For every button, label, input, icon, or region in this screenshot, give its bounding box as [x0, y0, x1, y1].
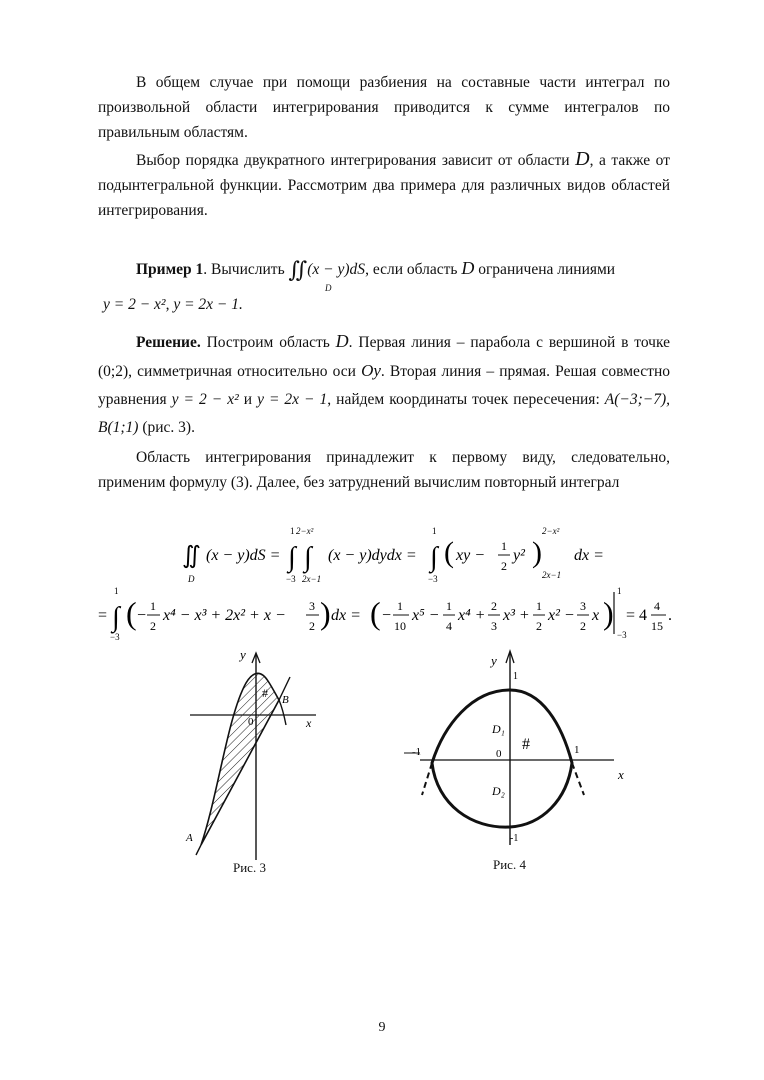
eq1-hi-eval: 2−x²	[542, 526, 560, 536]
solution-text-d: . Вторая линия – прямая. Решая совместно уравнения	[98, 363, 670, 408]
eq2-f7n: 3	[580, 599, 586, 613]
figure-3	[168, 645, 328, 865]
eq1-lo2: 2x−1	[302, 574, 322, 584]
paragraph-order-text-b: , а также от подынтегральной функции. Рассмотрим два примера для различных видов областей интегрирования.	[98, 152, 670, 219]
eq2-f7d: 2	[580, 619, 586, 633]
fig4-m1: -1	[412, 746, 422, 758]
paragraph-integration	[98, 445, 670, 495]
example-integrand: (x − y)dS	[307, 261, 366, 278]
eq2-res-num: 4	[654, 599, 660, 613]
example-lines-eq: y = 2 − x², y = 2x − 1.	[103, 296, 243, 313]
eq1-double-integral: ∬	[182, 543, 201, 569]
eq2-res-den: 15	[651, 619, 663, 633]
solution-eq1: y = 2 − x²	[171, 391, 239, 408]
solution-text-e: , найдем координаты точек пересечения:	[327, 391, 600, 408]
solution-fig-ref: (рис. 3).	[142, 419, 195, 436]
eq2-paren2c: )	[603, 595, 614, 631]
eq2-f2d: 2	[309, 619, 315, 633]
fig4-region	[432, 690, 572, 827]
eq1-frac-num: 1	[501, 539, 507, 553]
eq2-paren2: (	[370, 595, 381, 631]
eq1-frac-den: 2	[501, 559, 507, 573]
eq2-f6d: 2	[536, 619, 542, 633]
fig3-b-label: B	[282, 694, 289, 706]
example-text-a: . Вычислить	[203, 261, 285, 278]
eq1-end: dx =	[574, 547, 604, 564]
solution-text-a: Построим область	[206, 334, 330, 351]
eq1-rhs-a: xy −	[456, 547, 485, 564]
eq1-mid: (x − y)dydx =	[328, 547, 417, 564]
fig4-m1b: -1	[510, 833, 519, 844]
solution-eq2: y = 2x − 1	[257, 391, 328, 408]
eq2-d: x⁵ −	[412, 607, 440, 624]
example-var-d: D	[461, 258, 475, 278]
eq2-g: x² −	[548, 607, 575, 624]
eq2-eq-sign: =	[98, 607, 108, 624]
fig3-hash: #	[262, 686, 268, 700]
eq1-int1: ∫	[288, 542, 296, 573]
fig3-x-label: x	[306, 716, 312, 730]
eq2-f3d: 10	[394, 619, 406, 633]
eq1-lhs: (x − y)dS =	[206, 547, 281, 564]
fig4-hash: #	[522, 736, 530, 753]
eq2-minus: −	[137, 607, 147, 624]
example-heading	[98, 254, 670, 282]
eq2-f5d: 3	[491, 619, 497, 633]
eq1-paren-open: (	[444, 536, 454, 569]
eq2-f4d: 4	[446, 619, 452, 633]
eq2-f1d: 2	[150, 619, 156, 633]
fig4-p1: 1	[574, 744, 580, 756]
equation-block	[0, 520, 764, 640]
example-limit-d-text: D	[325, 283, 332, 293]
eq1-hi2: 2−x²	[296, 526, 314, 536]
example-label: Пример 1	[136, 261, 204, 278]
page-number: 9	[378, 1020, 386, 1035]
eq2-lo: −3	[110, 632, 120, 640]
eq2-e: x⁴ +	[458, 607, 486, 624]
fig4-x-label: x	[618, 767, 624, 782]
eq2-f4n: 1	[446, 599, 452, 613]
eq2-int: ∫	[112, 602, 120, 633]
eq2-c: dx =	[331, 607, 361, 624]
example-lines	[103, 296, 243, 314]
fig3-y-label: y	[240, 647, 246, 662]
region-var-d: D	[575, 148, 590, 170]
solution-vertex: (0;2)	[98, 363, 129, 380]
fig4-origin: 0	[496, 748, 502, 760]
eq2-period: .	[668, 607, 672, 624]
eq1-rhs-b: y²	[513, 547, 525, 564]
eq2-paren1c: )	[320, 595, 331, 631]
eq2-b: x⁴ − x³ + 2x² + x −	[163, 607, 286, 624]
solution-paragraph	[98, 327, 670, 442]
eq2-hi: 1	[114, 586, 119, 596]
solution-var-d: D	[335, 331, 349, 351]
eq2-sub-hi: 1	[617, 586, 622, 596]
solution-and: и	[243, 391, 253, 408]
eq2-f1n: 1	[150, 599, 156, 613]
paragraph-order-text-a: Выбор порядка двукратного интегрирования зависит от области	[136, 152, 570, 169]
solution-text-c: , симметричная относительно оси	[128, 363, 356, 380]
eq2-h: x	[592, 607, 600, 624]
solution-label: Решение.	[136, 334, 201, 351]
paragraph-intro	[98, 70, 670, 145]
eq1-lo3: −3	[428, 574, 438, 584]
solution-axis: Oy	[361, 361, 381, 380]
paragraph-intro-text: В общем случае при помощи разбиения на составные части интеграл по произвольной области интегрирования приводится к сумме интегралов по правильным областям.	[98, 74, 670, 141]
figure-4	[392, 645, 652, 855]
eq2-f: x³ +	[503, 607, 530, 624]
fig3-caption: Рис. 3	[233, 860, 266, 875]
eq2-result: = 4	[626, 607, 648, 624]
eq2-f5n: 2	[491, 599, 497, 613]
eq2-f3n: 1	[397, 599, 403, 613]
eq2-f6n: 1	[536, 599, 542, 613]
eq1-limit-d: D	[188, 574, 195, 584]
eq2-minus2: −	[382, 607, 392, 624]
example-text-c: ограничена линиями	[478, 261, 616, 278]
eq2-sub-lo: −3	[617, 630, 627, 640]
fig4-caption: Рис. 4	[493, 857, 526, 872]
solution-text-b: . Первая линия – парабола с вершиной в точке	[348, 334, 671, 351]
eq1-paren-close: )	[532, 536, 542, 569]
eq1-lo-eval: 2x−1	[542, 570, 562, 580]
fig4-y-label: y	[491, 653, 497, 668]
fig4-d2: D₂	[492, 784, 505, 798]
eq1-hi1: 1	[290, 526, 295, 536]
double-integral-sign: ∬	[288, 257, 308, 282]
example-limit-d	[325, 283, 332, 293]
fig4-d1: D₁	[492, 722, 505, 736]
solution-points: A(−3;−7), B(1;1)	[98, 391, 671, 436]
eq1-int3: ∫	[430, 542, 438, 573]
paragraph-integration-text: Область интегрирования принадлежит к первому виду, следовательно, применим формулу (3). Далее, без затруднений вычислим повторный интеграл	[98, 449, 670, 491]
example-text-b: , если область	[365, 261, 458, 278]
eq1-int2: ∫	[304, 542, 312, 573]
fig3-a-label: A	[186, 832, 193, 844]
paragraph-order	[98, 147, 670, 223]
eq2-f2n: 3	[309, 599, 315, 613]
eq2-paren1: (	[126, 595, 137, 631]
eq1-hi3: 1	[432, 526, 437, 536]
eq1-lo1: −3	[286, 574, 296, 584]
fig4-top: 1	[513, 671, 518, 682]
